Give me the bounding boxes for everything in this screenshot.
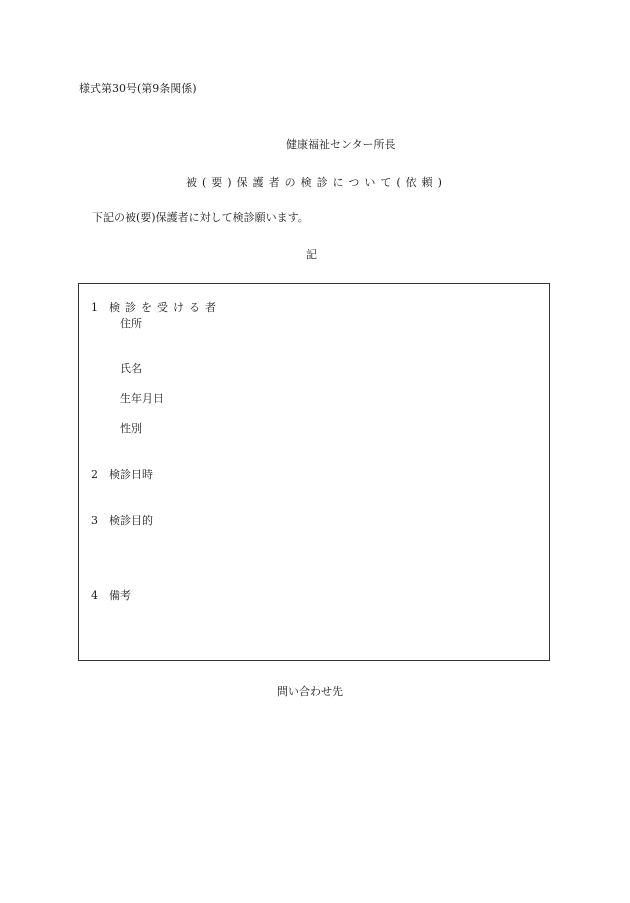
contact-heading: 問い合わせ先 [277,685,343,698]
item-1-label: 検診を受ける者 [109,301,221,314]
field-name-label: 氏名 [120,362,142,375]
form-number: 様式第30号(第9条関係) [79,82,197,95]
details-box [78,283,550,661]
field-address-label: 住所 [120,317,142,330]
addressee: 健康福祉センター所長 [286,138,396,151]
field-birthdate-label: 生年月日 [120,392,164,405]
intro-text: 下記の被(要)保護者に対して検診願います。 [92,211,309,224]
ki-heading: 記 [306,248,317,261]
item-3-label: 検診目的 [109,514,153,527]
item-3-number: 3 [91,514,98,527]
item-2-number: 2 [91,468,98,481]
item-2-label: 検診日時 [109,468,153,481]
document-title: 被(要)保護者の検診について(依頼) [186,176,447,189]
item-1-number: 1 [91,301,98,314]
field-sex-label: 性別 [120,422,142,435]
item-4-label: 備考 [109,589,131,602]
item-4-number: 4 [91,589,98,602]
